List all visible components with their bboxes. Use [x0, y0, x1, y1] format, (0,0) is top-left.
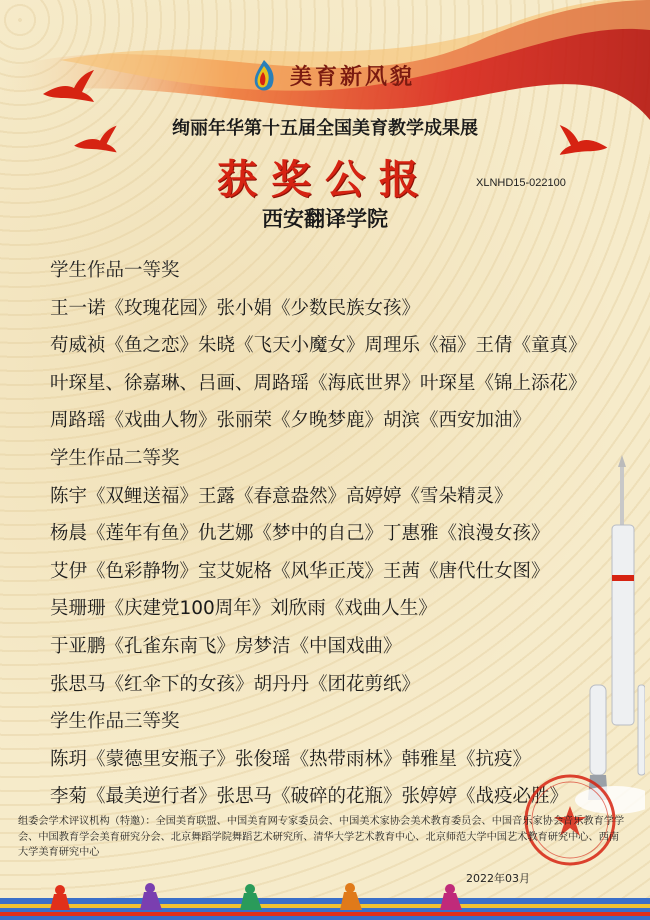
award-entry: 于亚鹏《孔雀东南飞》房梦洁《中国戏曲》 [50, 635, 402, 657]
organizers-text: 组委会学术评议机构（特邀）：全国美育联盟、中国美育网专家委员会、中国美术家协会美术教育委员会、中国音乐家协会音乐教育学学会、中国教育学会美育研究分会、北京舞蹈学院舞蹈艺术研究所、清华大学艺术教育中心、北京师范大学中国艺术教育研究中心、西南大学美育研究中心 [18, 816, 625, 858]
award-entry: 张思马《红伞下的女孩》胡丹丹《团花剪纸》 [50, 673, 421, 695]
award-category: 学生作品二等奖 [50, 447, 180, 469]
award-category: 学生作品三等奖 [50, 711, 180, 733]
award-entry: 叶琛星、徐嘉琳、吕画、周路瑶《海底世界》叶琛星《锦上添花》 [50, 372, 587, 394]
award-entry: 陈宇《双鲤送福》王露《春意盎然》高婷婷《雪朵精灵》 [50, 485, 513, 507]
award-list [50, 252, 630, 816]
award-entry: 周路瑶《戏曲人物》张丽荣《夕晚梦鹿》胡滨《西安加油》 [50, 410, 532, 432]
award-entry: 陈玥《蒙德里安瓶子》张俊瑶《热带雨林》韩雅星《抗疫》 [50, 748, 532, 770]
dove-icon [38, 66, 98, 106]
issue-date: 2022年03月 [466, 872, 530, 885]
award-entry: 李菊《最美逆行者》张思马《破碎的花瓶》张婷婷《战疫必胜》 [50, 786, 569, 808]
document-code: XLNHD15-022100 [476, 177, 566, 189]
award-category: 学生作品一等奖 [50, 260, 180, 281]
institution-name: 西安翻译学院 [262, 207, 388, 231]
flame-logo-icon [246, 58, 282, 94]
award-entry: 艾伊《色彩静物》宝艾妮格《风华正茂》王茜《唐代仕女图》 [50, 560, 550, 582]
award-entry: 王一诺《玫瑰花园》张小娟《少数民族女孩》 [50, 297, 421, 319]
brand-logo-text: 美育新风貌 [290, 64, 416, 90]
award-entry: 苟威祯《鱼之恋》朱晓《飞天小魔女》周理乐《福》王倩《童真》 [50, 335, 587, 357]
rocket-illustration [560, 455, 645, 815]
award-entry: 吴珊珊《庆建党100周年》刘欣雨《戏曲人生》 [50, 598, 437, 620]
bottom-decoration-strip [0, 880, 650, 920]
event-title: 绚丽年华第十五届全国美育教学成果展 [172, 118, 478, 139]
page-heading: 获奖公报 [217, 156, 433, 203]
award-entry: 杨晨《莲年有鱼》仇艺娜《梦中的自己》丁惠雅《浪漫女孩》 [50, 523, 550, 545]
